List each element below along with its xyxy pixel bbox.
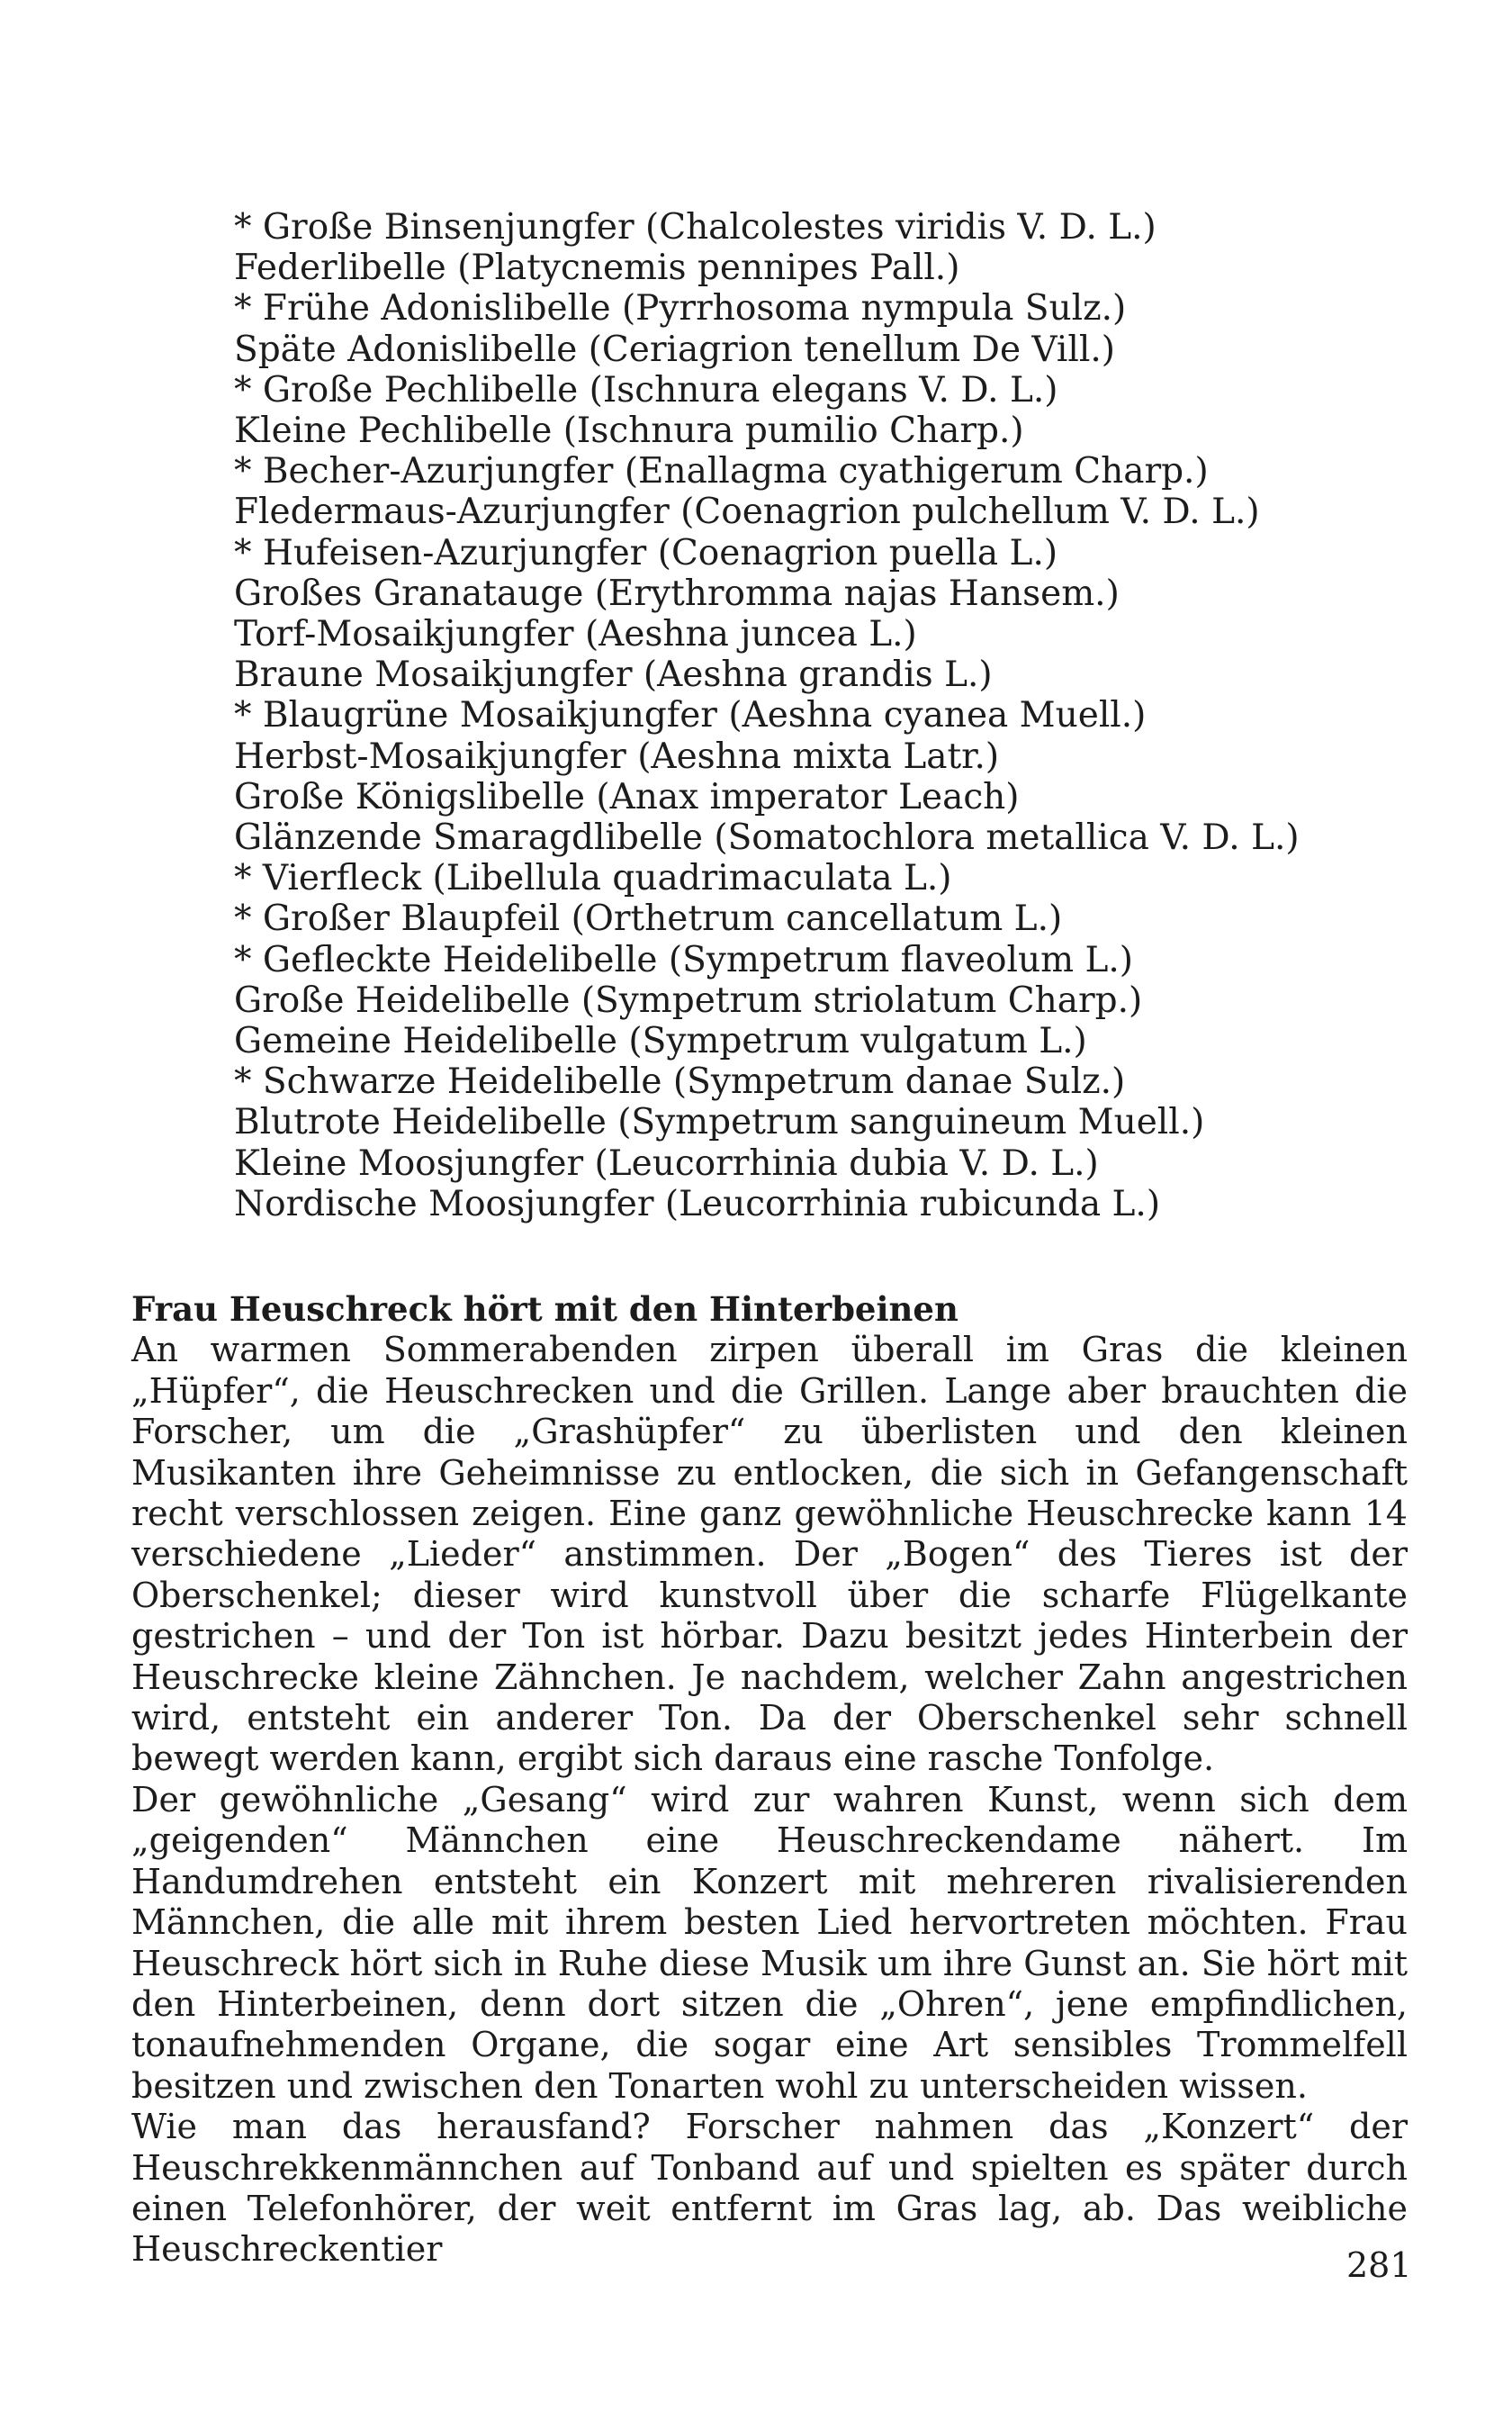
list-item: * Schwarze Heidelibelle (Sympetrum danae Sulz.) — [234, 1061, 1126, 1103]
list-item: Kleine Pechlibelle (Ischnura pumilio Charp.) — [234, 411, 1024, 452]
list-item: * Blaugrüne Mosaikjungfer (Aeshna cyanea Muell.) — [234, 695, 1147, 736]
list-item: * Großer Blaupfeil (Orthetrum cancellatum L.) — [234, 898, 1063, 940]
dragonfly-species-list — [234, 207, 1350, 1224]
article-paragraph: Wie man das herausfand? Forscher nahmen das „Konzert“ der Heuschrekkenmännchen auf Tonband auf und spielten es später durch einen Telefonhörer, der weit entfernt im Gras lag, ab. Das weibliche Heuschreckentier — [131, 2107, 1408, 2270]
article-heading: Frau Heuschreck hört mit den Hinterbeinen — [131, 1289, 958, 1329]
list-item: Torf-Mosaikjungfer (Aeshna juncea L.) — [234, 614, 917, 655]
list-item: Glänzende Smaragdlibelle (Somatochlora metallica V. D. L.) — [234, 817, 1300, 859]
list-item: Federlibelle (Platycnemis pennipes Pall.) — [234, 248, 960, 289]
article-paragraph: Der gewöhnliche „Gesang“ wird zur wahren Kunst, wenn sich dem „geigenden“ Männchen eine Heuschreckendame nähert. Im Handumdrehen entsteht ein Konzert mit mehreren rivalisierenden Männchen, die alle mit ihrem besten Lied hervortreten möchten. Frau Heuschreck hört sich in Ruhe diese Musik um ihre Gunst an. Sie hört mit den Hinterbeinen, denn dort sitzen die „Ohren“, jene empfindlichen, tonaufnehmenden Organe, die sogar eine Art sensibles Trommelfell besitzen und zwischen den Tonarten wohl zu unterscheiden wissen. — [131, 1779, 1408, 2106]
list-item: Gemeine Heidelibelle (Sympetrum vulgatum L.) — [234, 1021, 1087, 1062]
list-item: Blutrote Heidelibelle (Sympetrum sanguineum Muell.) — [234, 1102, 1205, 1143]
list-item: * Hufeisen-Azurjungfer (Coenagrion puella L.) — [234, 532, 1058, 573]
article-section — [131, 1289, 1408, 2271]
list-item: Herbst-Mosaikjungfer (Aeshna mixta Latr.) — [234, 736, 1000, 777]
list-item: Große Königslibelle (Anax imperator Leach) — [234, 776, 1020, 817]
list-item: * Gefleckte Heidelibelle (Sympetrum flaveolum L.) — [234, 939, 1134, 980]
list-item: * Große Binsenjungfer (Chalcolestes viridis V. D. L.) — [234, 207, 1156, 248]
page-number: 281 — [1346, 2245, 1412, 2285]
article-paragraph: An warmen Sommerabenden zirpen überall im Gras die kleinen „Hüpfer“, die Heuschrecken und die Grillen. Lange aber brauchten die Forscher, um die „Grashüpfer“ zu überlisten und den kleinen Musikanten ihre Geheimnisse zu entlocken, die sich in Gefangenschaft recht verschlossen zeigen. Eine ganz gewöhnliche Heuschrecke kann 14 verschiedene „Lieder“ anstimmen. Der „Bogen“ des Tieres ist der Oberschenkel; dieser wird kunstvoll über die scharfe Flügelkante gestrichen – und der Ton ist hörbar. Dazu besitzt jedes Hinterbein der Heuschrecke kleine Zähnchen. Je nachdem, welcher Zahn angestrichen wird, entsteht ein anderer Ton. Da der Oberschenkel sehr schnell bewegt werden kann, ergibt sich daraus eine rasche Tonfolge. — [131, 1330, 1408, 1779]
list-item: * Becher-Azurjungfer (Enallagma cyathigerum Charp.) — [234, 451, 1209, 492]
list-item: Fledermaus-Azurjungfer (Coenagrion pulchellum V. D. L.) — [234, 492, 1260, 533]
list-item: * Große Pechlibelle (Ischnura elegans V. D. L.) — [234, 369, 1058, 411]
list-item: Späte Adonislibelle (Ceriagrion tenellum De Vill.) — [234, 329, 1115, 370]
list-item: Braune Mosaikjungfer (Aeshna grandis L.) — [234, 655, 993, 696]
list-item: Nordische Moosjungfer (Leucorrhinia rubicunda L.) — [234, 1183, 1161, 1224]
list-item: Großes Granatauge (Erythromma najas Hansem.) — [234, 573, 1120, 614]
list-item: * Vierfleck (Libellula quadrimaculata L.) — [234, 858, 952, 899]
list-item: * Frühe Adonislibelle (Pyrrhosoma nympula Sulz.) — [234, 288, 1127, 330]
list-item: Kleine Moosjungfer (Leucorrhinia dubia V. D. L.) — [234, 1142, 1099, 1184]
list-item: Große Heidelibelle (Sympetrum striolatum Charp.) — [234, 980, 1143, 1021]
